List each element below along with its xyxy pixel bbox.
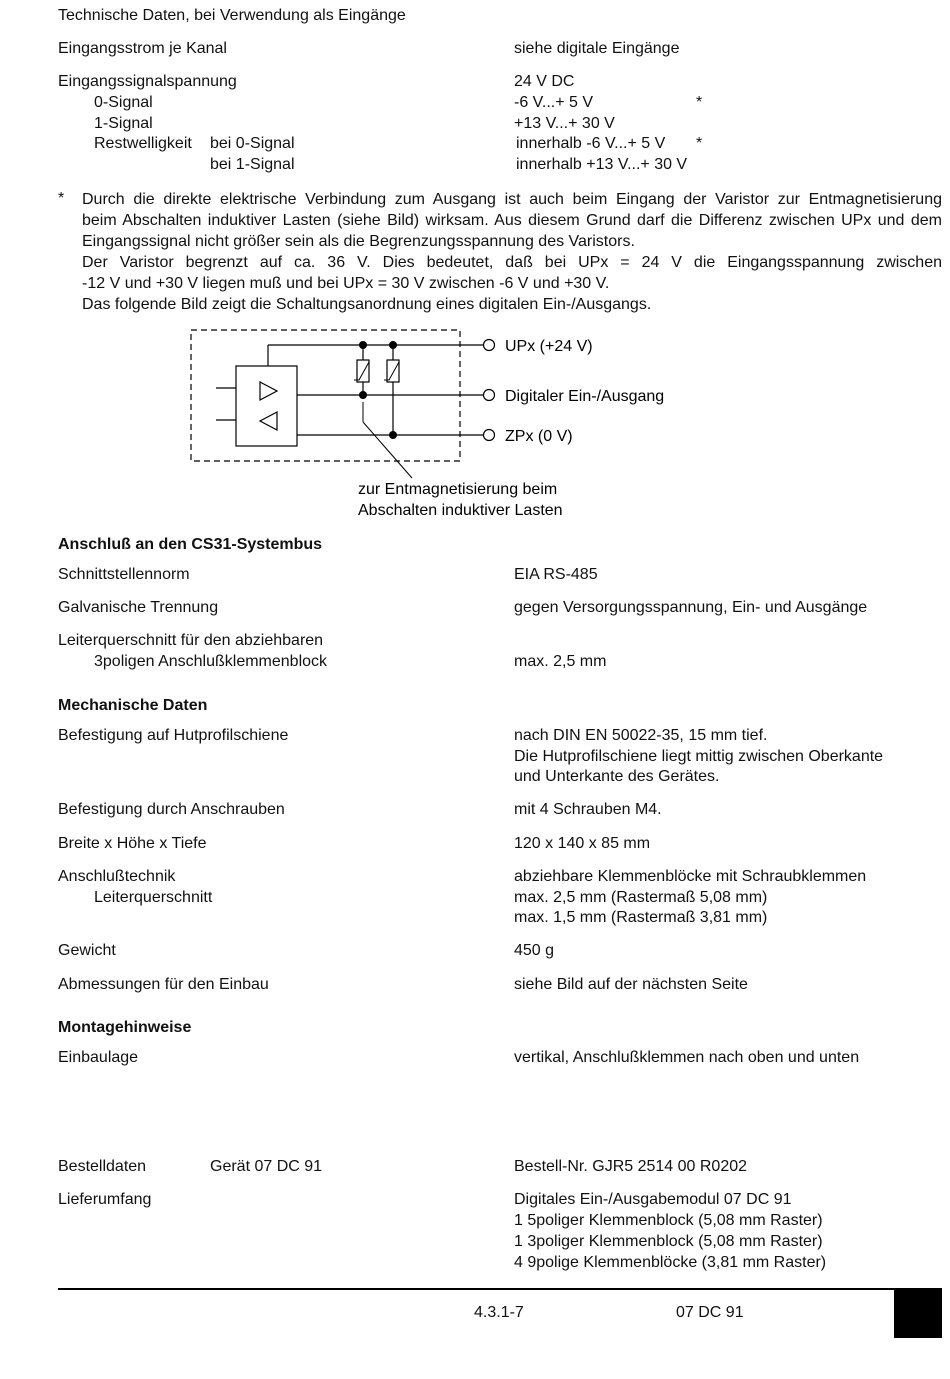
ripple-1-value: innerhalb +13 V...+ 30 V	[516, 156, 688, 173]
footnote-line: Durch die direkte elektrische Verbindung zum Ausgang ist auch beim Eingang der Varistor zur Entmagnetisierung	[82, 191, 942, 208]
circuit-diagram	[180, 322, 700, 522]
weight-label: Gewicht	[58, 942, 116, 959]
footnote-line: Das folgende Bild zeigt die Schaltungsanordnung eines digitalen Ein-/Ausgangs.	[82, 296, 652, 313]
input-voltage-label: Eingangssignalspannung	[58, 73, 237, 90]
install-dims-label: Abmessungen für den Einbau	[58, 976, 269, 993]
signal-0-value: -6 V...+ 5 V	[514, 94, 594, 111]
interface-standard-value: EIA RS-485	[514, 566, 598, 583]
scope-label: Lieferumfang	[58, 1191, 152, 1208]
ripple-label: Restwelligkeit	[94, 135, 192, 152]
varistor-icon	[357, 360, 369, 382]
signal-1-label: 1-Signal	[94, 115, 153, 132]
scope-item: 1 3poliger Klemmenblock (5,08 mm Raster)	[514, 1233, 823, 1250]
section-heading-mounting: Montagehinweise	[58, 1019, 192, 1036]
footnote-star: *	[58, 190, 65, 207]
footnote-line: beim Abschalten induktiver Lasten (siehe Bild) wirksam. Aus diesem Grund darf die Differenz zwischen UPx und dem	[82, 212, 942, 229]
connection-value: max. 2,5 mm (Rastermaß 5,08 mm)	[514, 889, 768, 906]
scope-item: 1 5poliger Klemmenblock (5,08 mm Raster)	[514, 1212, 823, 1229]
junction-dot	[359, 391, 367, 399]
ripple-0-sublabel: bei 0-Signal	[210, 135, 295, 152]
signal-0-label: 0-Signal	[94, 94, 153, 111]
diagram-note-line: Abschalten induktiver Lasten	[358, 502, 563, 519]
junction-dot	[389, 341, 397, 349]
connection-value: max. 1,5 mm (Rastermaß 3,81 mm)	[514, 909, 768, 926]
isolation-label: Galvanische Trennung	[58, 599, 219, 616]
scope-item: Digitales Ein-/Ausgabemodul 07 DC 91	[514, 1191, 792, 1208]
terminal-zpx-label: ZPx (0 V)	[505, 428, 573, 445]
weight-value: 450 g	[514, 942, 555, 959]
conductor-value: max. 2,5 mm	[514, 653, 607, 670]
varistor-icon	[387, 360, 399, 382]
interface-standard-label: Schnittstellennorm	[58, 566, 190, 583]
register-tab	[894, 1290, 942, 1338]
section-heading-mech: Mechanische Daten	[58, 697, 208, 714]
mounting-position-value: vertikal, Anschlußklemmen nach oben und unten	[514, 1049, 860, 1066]
driver-block	[236, 366, 297, 446]
rail-mount-value: und Unterkante des Gerätes.	[514, 768, 720, 785]
footnote-line: Eingangssignal nicht größer sein als die Begrenzungsspannung des Varistors.	[82, 233, 635, 250]
terminal-io-icon	[484, 390, 495, 401]
diagram-note-line: zur Entmagnetisierung beim	[358, 481, 558, 498]
screw-mount-value: mit 4 Schrauben M4.	[514, 801, 662, 818]
install-dims-value: siehe Bild auf der nächsten Seite	[514, 976, 748, 993]
input-receiver-icon	[260, 412, 277, 430]
connection-label: Anschlußtechnik	[58, 868, 176, 885]
section-heading-input: Technische Daten, bei Verwendung als Eingänge	[58, 7, 406, 24]
signal-0-footnote-mark: *	[696, 94, 703, 111]
rail-mount-label: Befestigung auf Hutprofilschiene	[58, 727, 289, 744]
isolation-value: gegen Versorgungsspannung, Ein- und Ausgänge	[514, 599, 868, 616]
input-voltage-value: 24 V DC	[514, 73, 575, 90]
footer-rule	[58, 1288, 942, 1290]
conductor-label-2: 3poligen Anschlußklemmenblock	[94, 653, 328, 670]
connection-value: abziehbare Klemmenblöcke mit Schraubklemmen	[514, 868, 867, 885]
mounting-position-label: Einbaulage	[58, 1049, 139, 1066]
connection-sublabel: Leiterquerschnitt	[94, 889, 213, 906]
footnote-paragraph	[82, 189, 942, 315]
input-current-label: Eingangsstrom je Kanal	[58, 40, 227, 57]
order-label: Bestelldaten	[58, 1158, 147, 1175]
footnote-line: Der Varistor begrenzt auf ca. 36 V. Dies bedeutet, daß bei UPx = 24 V die Eingangsspannung zwischen	[82, 254, 942, 271]
section-heading-bus: Anschluß an den CS31-Systembus	[58, 536, 323, 553]
ripple-0-footnote-mark: *	[696, 135, 703, 152]
terminal-zpx-icon	[484, 430, 495, 441]
input-current-value: siehe digitale Eingänge	[514, 40, 680, 57]
scope-item: 4 9polige Klemmenblöcke (3,81 mm Raster)	[514, 1254, 827, 1271]
terminal-io-label: Digitaler Ein-/Ausgang	[505, 388, 665, 405]
signal-1-value: +13 V...+ 30 V	[514, 115, 615, 132]
order-device: Gerät 07 DC 91	[210, 1158, 323, 1175]
ripple-1-sublabel: bei 1-Signal	[210, 156, 295, 173]
screw-mount-label: Befestigung durch Anschrauben	[58, 801, 285, 818]
footer-model: 07 DC 91	[676, 1304, 744, 1321]
terminal-upx-icon	[484, 340, 495, 351]
footnote-line: -12 V und +30 V liegen muß und bei UPx = 30 V zwischen -6 V und +30 V.	[82, 275, 610, 292]
dimensions-label: Breite x Höhe x Tiefe	[58, 835, 207, 852]
terminal-upx-label: UPx (+24 V)	[505, 338, 593, 355]
output-driver-icon	[260, 382, 277, 400]
dimensions-value: 120 x 140 x 85 mm	[514, 835, 651, 852]
rail-mount-value: Die Hutprofilschiene liegt mittig zwischen Oberkante	[514, 748, 884, 765]
page-number: 4.3.1-7	[474, 1304, 524, 1321]
rail-mount-value: nach DIN EN 50022-35, 15 mm tief.	[514, 727, 768, 744]
ripple-0-value: innerhalb -6 V...+ 5 V	[516, 135, 666, 152]
conductor-label: Leiterquerschnitt für den abziehbaren	[58, 632, 324, 649]
junction-dot	[389, 431, 397, 439]
order-number: Bestell-Nr. GJR5 2514 00 R0202	[514, 1158, 748, 1175]
junction-dot	[359, 341, 367, 349]
